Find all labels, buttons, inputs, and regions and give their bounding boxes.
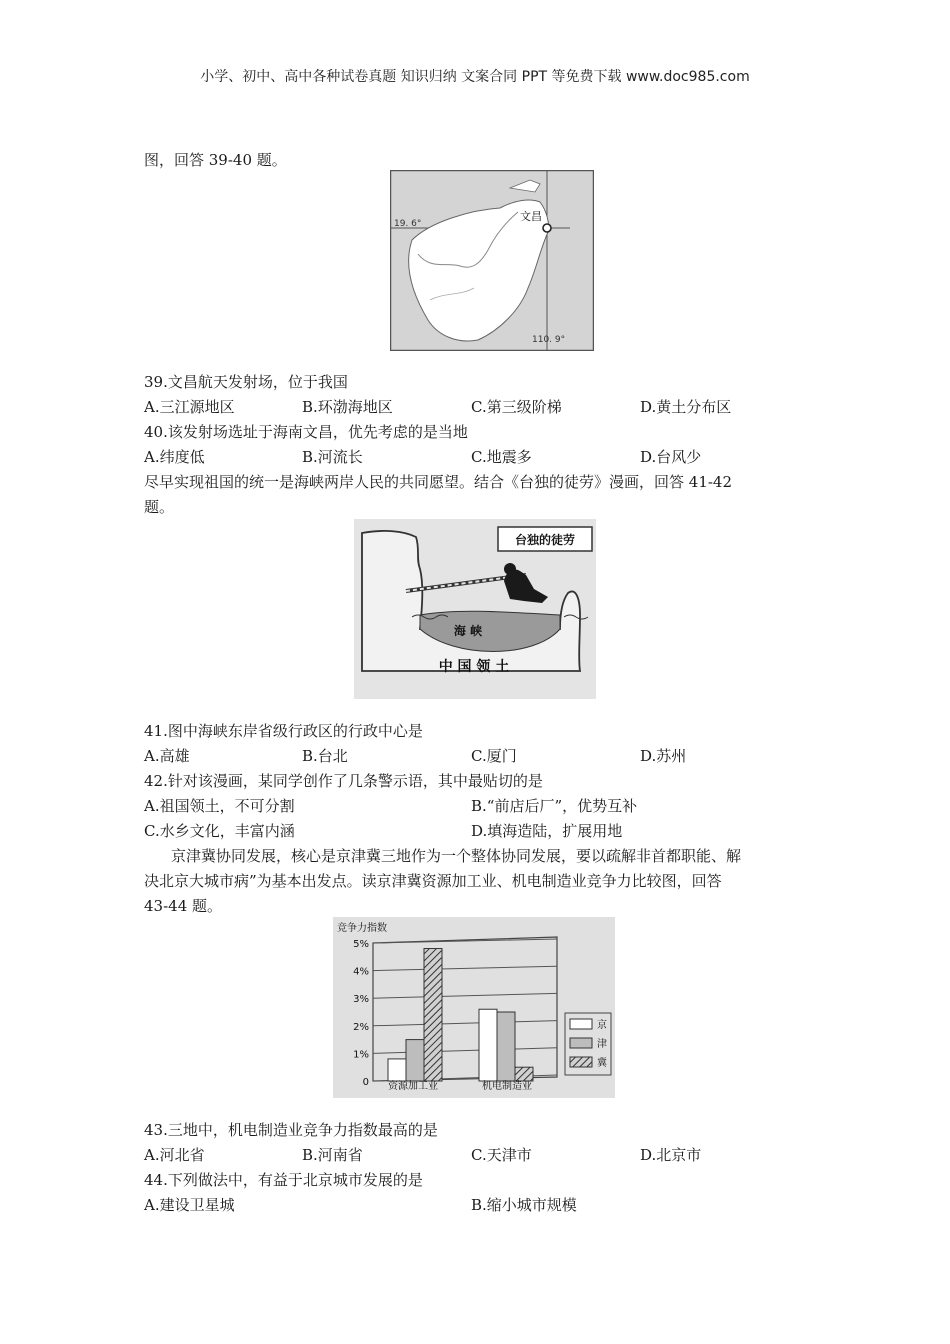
q40-option-d: D.台风少 [640,448,702,466]
y-tick-label: 5% [353,939,369,950]
q39-option-a: A.三江源地区 [144,398,235,416]
intro-43-44-line1: 京津冀协同发展，核心是京津冀三地作为一个整体协同发展，要以疏解非首都职能、解 [171,847,742,865]
legend-swatch-2 [570,1057,592,1067]
y-tick-label: 1% [353,1049,369,1061]
q44-stem: 44.下列做法中，有益于北京城市发展的是 [144,1171,423,1189]
q43-option-a: A.河北省 [144,1146,205,1164]
y-tick-label: 2% [353,1021,369,1033]
q39-option-b: B.环渤海地区 [302,398,393,416]
q42-option-c: C.水乡文化，丰富内涵 [144,822,295,840]
q41-stem: 41.图中海峡东岸省级行政区的行政中心是 [144,722,423,740]
q44-option-a: A.建设卫星城 [144,1196,235,1214]
q41-option-b: B.台北 [302,747,348,765]
y-tick-label: 3% [353,994,369,1006]
q39-option-c: C.第三级阶梯 [471,398,562,416]
legend-swatch-0 [570,1019,592,1029]
intro-41-42-line1: 尽早实现祖国的统一是海峡两岸人民的共同愿望。结合《台独的徒劳》漫画，回答 41-42 [144,473,733,491]
latitude-label: 19. 6° [394,219,422,229]
bar-0-1 [406,1040,424,1081]
wenchang-label: 文昌 [520,210,542,223]
q40-stem: 40.该发射场选址于海南文昌，优先考虑的是当地 [144,423,468,441]
strait-label: 海 峡 [453,624,483,638]
y-tick-label: 0 [362,1077,369,1088]
q43-option-c: C.天津市 [471,1146,532,1164]
territory-label: 中 国 领 土 [438,659,510,675]
bar-1-0 [479,1009,497,1081]
bar-1-2 [515,1067,533,1081]
q40-option-a: A.纬度低 [144,448,205,466]
q41-option-a: A.高雄 [144,747,190,765]
q42-stem: 42.针对该漫画，某同学创作了几条警示语，其中最贴切的是 [144,772,543,790]
q44-option-b: B.缩小城市规模 [471,1196,577,1214]
q41-option-d: D.苏州 [640,747,687,765]
longitude-label: 110. 9° [532,335,566,345]
q41-option-c: C.厦门 [471,747,517,765]
competitiveness-chart [333,917,615,1098]
q40-option-b: B.河流长 [302,448,363,466]
intro-39-40: 图，回答 39-40 题。 [144,151,287,169]
intro-43-44-line2: 决北京大城市病”为基本出发点。读京津冀资源加工业、机电制造业竞争力比较图，回答 [144,872,722,890]
q43-option-d: D.北京市 [640,1146,702,1164]
q42-option-a: A.祖国领土，不可分割 [144,797,295,815]
legend-swatch-1 [570,1038,592,1048]
q39-stem: 39.文昌航天发射场，位于我国 [144,373,348,391]
legend-label-2: 冀 [597,1058,607,1069]
chart-svg [333,917,615,1098]
y-tick-label: 4% [353,966,369,978]
cartoon-figure [354,519,596,699]
category-label-1: 机电制造业 [482,1081,532,1092]
q43-stem: 43.三地中，机电制造业竞争力指数最高的是 [144,1121,438,1139]
y-axis-label: 竞争力指数 [337,923,387,934]
bar-1-1 [497,1012,515,1081]
intro-43-44-line3: 43-44 题。 [144,897,223,915]
cartoon-title: 台独的徒劳 [514,533,576,547]
intro-41-42-line2: 题。 [144,498,175,516]
hainan-map [390,170,594,351]
q43-option-b: B.河南省 [302,1146,363,1164]
bar-0-2 [424,949,442,1081]
q42-option-d: D.填海造陆，扩展用地 [471,822,623,840]
category-label-0: 资源加工业 [388,1081,438,1092]
legend-label-1: 津 [597,1039,607,1050]
q39-option-d: D.黄土分布区 [640,398,732,416]
wenchang-marker [543,224,551,232]
page-header: 小学、初中、高中各种试卷真题 知识归纳 文案合同 PPT 等免费下载 www.doc985.com [200,69,750,85]
q40-option-c: C.地震多 [471,448,532,466]
legend-label-0: 京 [597,1020,607,1031]
bar-0-0 [388,1059,406,1081]
q42-option-b: B.“前店后厂”，优势互补 [471,797,638,815]
